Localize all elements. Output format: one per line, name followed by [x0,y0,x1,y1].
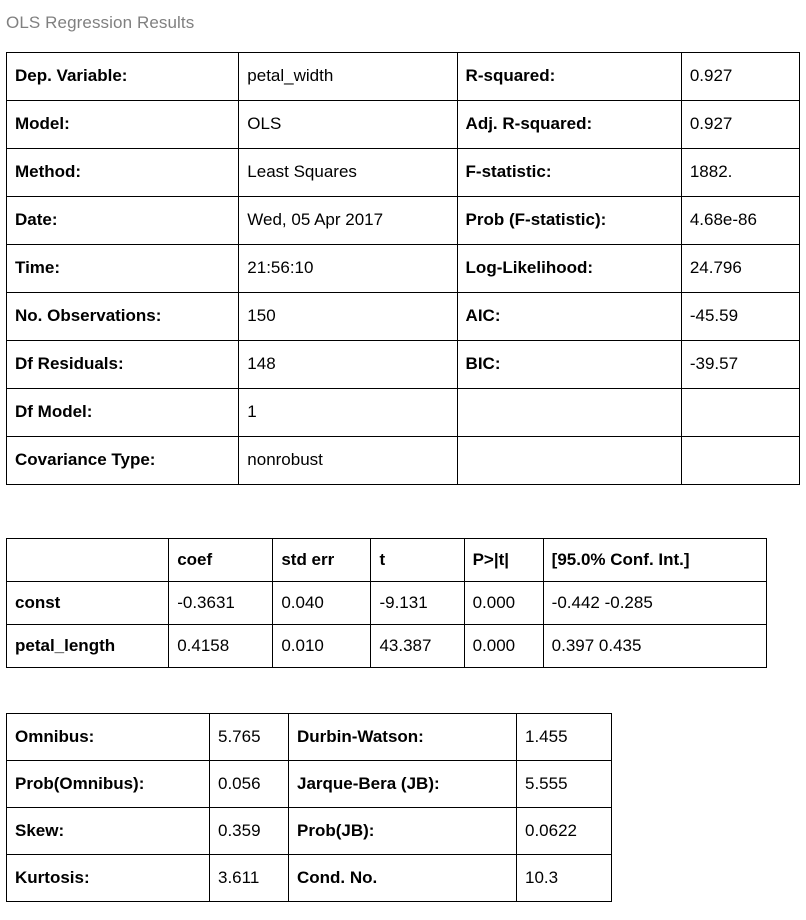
summary-label: Df Model: [7,389,239,437]
coef-header-coef: coef [169,539,273,582]
diagnostics-table [6,713,612,902]
table-row [7,293,800,341]
summary-label: R-squared: [457,53,681,101]
summary-value: Least Squares [239,149,457,197]
conf-int-value: -0.442 -0.285 [543,582,766,625]
coef-header-t: t [371,539,464,582]
model-summary-table [6,52,800,485]
diagnostic-label: Skew: [7,808,210,855]
summary-label: F-statistic: [457,149,681,197]
table-row [7,855,612,902]
diagnostic-value: 5.555 [517,761,612,808]
diagnostic-label: Durbin-Watson: [289,714,517,761]
coefficients-body [7,539,767,668]
summary-label: Model: [7,101,239,149]
summary-value: 0.927 [681,101,799,149]
summary-empty-cell [457,389,681,437]
summary-label: BIC: [457,341,681,389]
table-row [7,625,767,668]
table-header-row [7,539,767,582]
summary-value: 1 [239,389,457,437]
summary-label: AIC: [457,293,681,341]
summary-value: 148 [239,341,457,389]
summary-value: 4.68e-86 [681,197,799,245]
summary-label: Dep. Variable: [7,53,239,101]
coef-header-pvalue: P>|t| [464,539,543,582]
diagnostic-value: 0.0622 [517,808,612,855]
coef-header-conf-int: [95.0% Conf. Int.] [543,539,766,582]
table-row [7,245,800,293]
coefficients-table [6,538,767,668]
summary-label: Covariance Type: [7,437,239,485]
coef-value: 0.4158 [169,625,273,668]
table-row [7,53,800,101]
table-row [7,101,800,149]
diagnostic-value: 5.765 [210,714,289,761]
page-title: OLS Regression Results [6,13,195,32]
summary-value: -45.59 [681,293,799,341]
coef-header-blank [7,539,169,582]
summary-value: OLS [239,101,457,149]
table-row [7,761,612,808]
t-value: 43.387 [371,625,464,668]
table-row [7,149,800,197]
table-row [7,197,800,245]
diagnostic-value: 10.3 [517,855,612,902]
diagnostic-value: 3.611 [210,855,289,902]
table-row [7,714,612,761]
summary-value: Wed, 05 Apr 2017 [239,197,457,245]
model-summary-body [7,53,800,485]
table-row [7,341,800,389]
coef-row-name: petal_length [7,625,169,668]
diagnostic-value: 0.359 [210,808,289,855]
summary-value: 0.927 [681,53,799,101]
summary-label: Prob (F-statistic): [457,197,681,245]
p-value: 0.000 [464,625,543,668]
summary-label: Log-Likelihood: [457,245,681,293]
diagnostic-label: Cond. No. [289,855,517,902]
t-value: -9.131 [371,582,464,625]
summary-value: 150 [239,293,457,341]
coef-value: -0.3631 [169,582,273,625]
summary-empty-cell [457,437,681,485]
summary-empty-cell [681,389,799,437]
summary-value: petal_width [239,53,457,101]
summary-label: Method: [7,149,239,197]
table-row [7,437,800,485]
std-err-value: 0.010 [273,625,371,668]
summary-label: Adj. R-squared: [457,101,681,149]
summary-value: 21:56:10 [239,245,457,293]
table-row [7,808,612,855]
coef-header-std-err: std err [273,539,371,582]
summary-empty-cell [681,437,799,485]
summary-label: No. Observations: [7,293,239,341]
diagnostic-label: Prob(Omnibus): [7,761,210,808]
diagnostic-label: Omnibus: [7,714,210,761]
summary-value: 1882. [681,149,799,197]
summary-value: -39.57 [681,341,799,389]
table-row [7,389,800,437]
coef-row-name: const [7,582,169,625]
summary-value: 24.796 [681,245,799,293]
conf-int-value: 0.397 0.435 [543,625,766,668]
summary-label: Date: [7,197,239,245]
summary-label: Time: [7,245,239,293]
diagnostic-label: Prob(JB): [289,808,517,855]
table-row [7,582,767,625]
diagnostic-label: Kurtosis: [7,855,210,902]
p-value: 0.000 [464,582,543,625]
std-err-value: 0.040 [273,582,371,625]
summary-label: Df Residuals: [7,341,239,389]
summary-value: nonrobust [239,437,457,485]
diagnostic-label: Jarque-Bera (JB): [289,761,517,808]
diagnostic-value: 1.455 [517,714,612,761]
diagnostics-body [7,714,612,902]
diagnostic-value: 0.056 [210,761,289,808]
